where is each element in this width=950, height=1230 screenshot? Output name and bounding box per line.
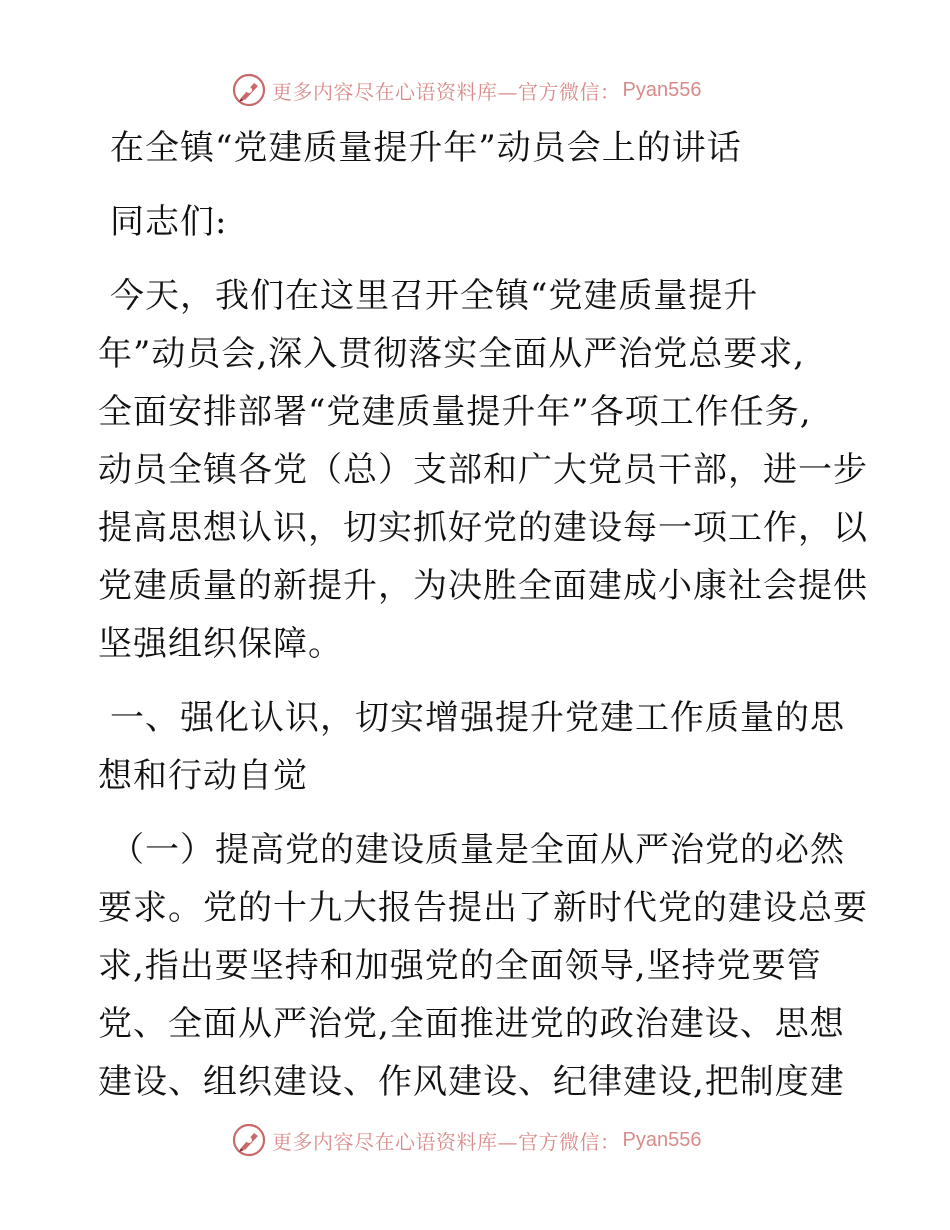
intro-line: 动员全镇各党（总）支部和广大党员干部，进一步 — [98, 450, 868, 490]
document-title: 在全镇“党建质量提升年”动员会上的讲话 — [110, 128, 742, 168]
watermark-wechat-id: Pyan556 — [622, 78, 702, 101]
watermark-text: 更多内容尽在心语资料库—官方微信： — [272, 79, 621, 104]
salutation: 同志们: — [110, 202, 228, 242]
intro-line: 提高思想认识，切实抓好党的建设每一项工作，以 — [98, 508, 868, 548]
pen-logo-icon — [232, 1123, 266, 1157]
intro-line: 年”动员会,深入贯彻落实全面从严治党总要求, — [98, 334, 805, 374]
subsection-line: 党、全面从严治党,全面推进党的政治建设、思想 — [98, 1004, 845, 1044]
subsection-line: 要求。党的十九大报告提出了新时代党的建设总要 — [98, 888, 868, 928]
subsection-line: 求,指出要坚持和加强党的全面领导,坚持党要管 — [98, 946, 822, 986]
section-heading: 想和行动自觉 — [98, 756, 308, 796]
watermark-top — [232, 72, 701, 108]
subsection-line: 建设、组织建设、作风建设、纪律建设,把制度建 — [98, 1062, 845, 1102]
intro-line: 党建质量的新提升，为决胜全面建成小康社会提供 — [98, 566, 868, 606]
intro-line: 今天，我们在这里召开全镇“党建质量提升 — [110, 276, 759, 316]
pen-logo-icon — [232, 73, 266, 107]
watermark-wechat-id: Pyan556 — [622, 1128, 702, 1151]
watermark-bottom — [232, 1122, 701, 1158]
watermark-text: 更多内容尽在心语资料库—官方微信： — [272, 1129, 621, 1154]
section-heading: 一、强化认识，切实增强提升党建工作质量的思 — [110, 698, 845, 738]
intro-line: 全面安排部署“党建质量提升年”各项工作任务, — [98, 392, 812, 432]
subsection-line: （一）提高党的建设质量是全面从严治党的必然 — [110, 830, 845, 870]
intro-line: 坚强组织保障。 — [98, 624, 343, 664]
